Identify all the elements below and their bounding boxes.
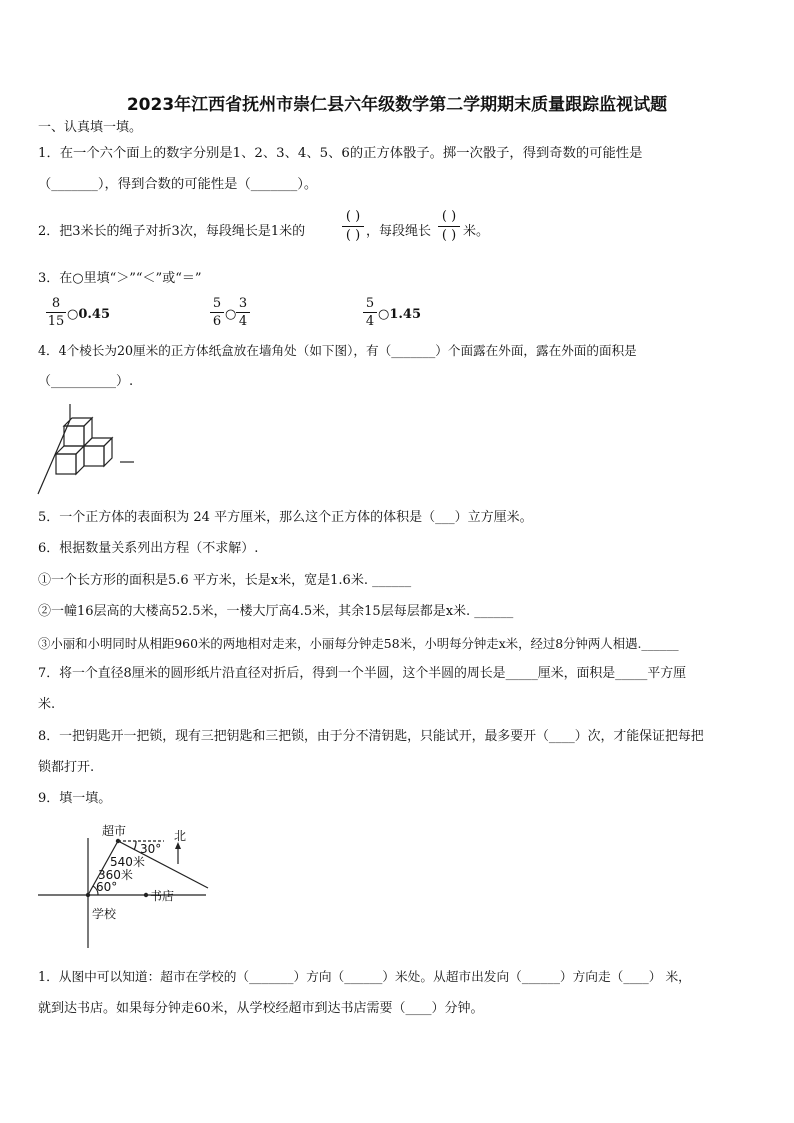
question-7-line-1: 7．将一个直径8厘米的圆形纸片沿直径对折后，得到一个半圆，这个半圆的周长是_____厘米，面积是_____平方厘 <box>38 666 687 681</box>
map-label-bookstore: 书店 <box>150 889 175 903</box>
map-label-supermarket: 超市 <box>102 824 127 838</box>
question-9: 9．填一填。 <box>38 791 112 806</box>
question-1-line-2: （_______），得到合数的可能性是（_______）。 <box>38 177 318 192</box>
page-title: 2023年江西省抚州市崇仁县六年级数学第二学期期末质量跟踪监视试题 <box>126 95 668 115</box>
question-4-line-1: 4．4个棱长为20厘米的正方体纸盒放在墙角处（如下图），有（_______）个面露在外面，露在外面的面积是 <box>38 343 637 358</box>
question-2-part-2: ，每段绳长 <box>366 224 432 239</box>
fraction-8-15: 8 15 <box>47 296 65 329</box>
section-heading: 一、认真填一填。 <box>38 120 143 135</box>
question-2-part-1: 2．把3米长的绳子对折3次，每段绳长是1米的 <box>38 224 306 239</box>
cube-figure <box>36 402 156 502</box>
map-label-north: 北 <box>174 829 187 843</box>
question-6-c: ③小丽和小明同时从相距960米的两地相对走来，小丽每分钟走58米，小明每分钟走x米，经过8分钟两人相遇.______ <box>38 636 679 651</box>
map-label-540: 540米 <box>110 855 145 869</box>
question-8-line-1: 8．一把钥匙开一把锁，现有三把钥匙和三把锁，由于分不清钥匙，只能试开，最多要开（____）次，才能保证把每把 <box>38 729 704 744</box>
question-7-line-2: 米. <box>38 697 56 712</box>
map-label-angle-60: 60° <box>96 880 118 894</box>
question-2-fraction-blank-2: ( ) ( ) <box>438 209 460 244</box>
question-5: 5．一个正方体的表面积为 24 平方厘米，那么这个正方体的体积是（___）立方厘米。 <box>38 510 533 525</box>
question-1-line-1: 1．在一个六个面上的数字分别是1、2、3、4、5、6的正方体骰子。掷一次骰子，得到奇数的可能性是 <box>38 146 643 161</box>
question-2-fraction-blank-1: ( ) ( ) <box>342 209 364 244</box>
fraction-5-6: 5 6 <box>210 296 224 329</box>
fraction-3-4: 3 4 <box>236 296 250 329</box>
map-label-360: 360米 <box>98 868 133 882</box>
direction-map <box>36 820 216 950</box>
sub-question-1-line-2: 就到达书店。如果每分钟走60米，从学校经超市到达书店需要（____）分钟。 <box>38 1001 484 1016</box>
question-2-part-3: 米。 <box>463 224 490 239</box>
map-label-angle-30: 30° <box>140 842 162 856</box>
question-6-b: ②一幢16层高的大楼高52.5米，一楼大厅高4.5米，其余15层每层都是x米. ______ <box>38 604 514 619</box>
map-label-school: 学校 <box>92 907 117 921</box>
question-6-line-1: 6．根据数量关系列出方程（不求解）. <box>38 541 259 556</box>
compare-b-circle: ○ <box>225 307 237 322</box>
question-6-a: ①一个长方形的面积是5.6 平方米，长是x米，宽是1.6米. ______ <box>38 573 412 588</box>
question-8-line-2: 锁都打开. <box>38 760 95 775</box>
sub-question-1-line-1: 1．从图中可以知道：超市在学校的（_______）方向（______）米处。从超市出发向（______）方向走（____） 米， <box>38 969 691 984</box>
fraction-5-4: 5 4 <box>363 296 377 329</box>
question-4-line-2: （__________）. <box>38 374 134 389</box>
question-3-line-1: 3．在○里填“＞”“＜”或“＝” <box>38 271 202 286</box>
compare-c-rest: ○1.45 <box>378 307 422 322</box>
compare-a-rest: ○0.45 <box>67 307 111 322</box>
